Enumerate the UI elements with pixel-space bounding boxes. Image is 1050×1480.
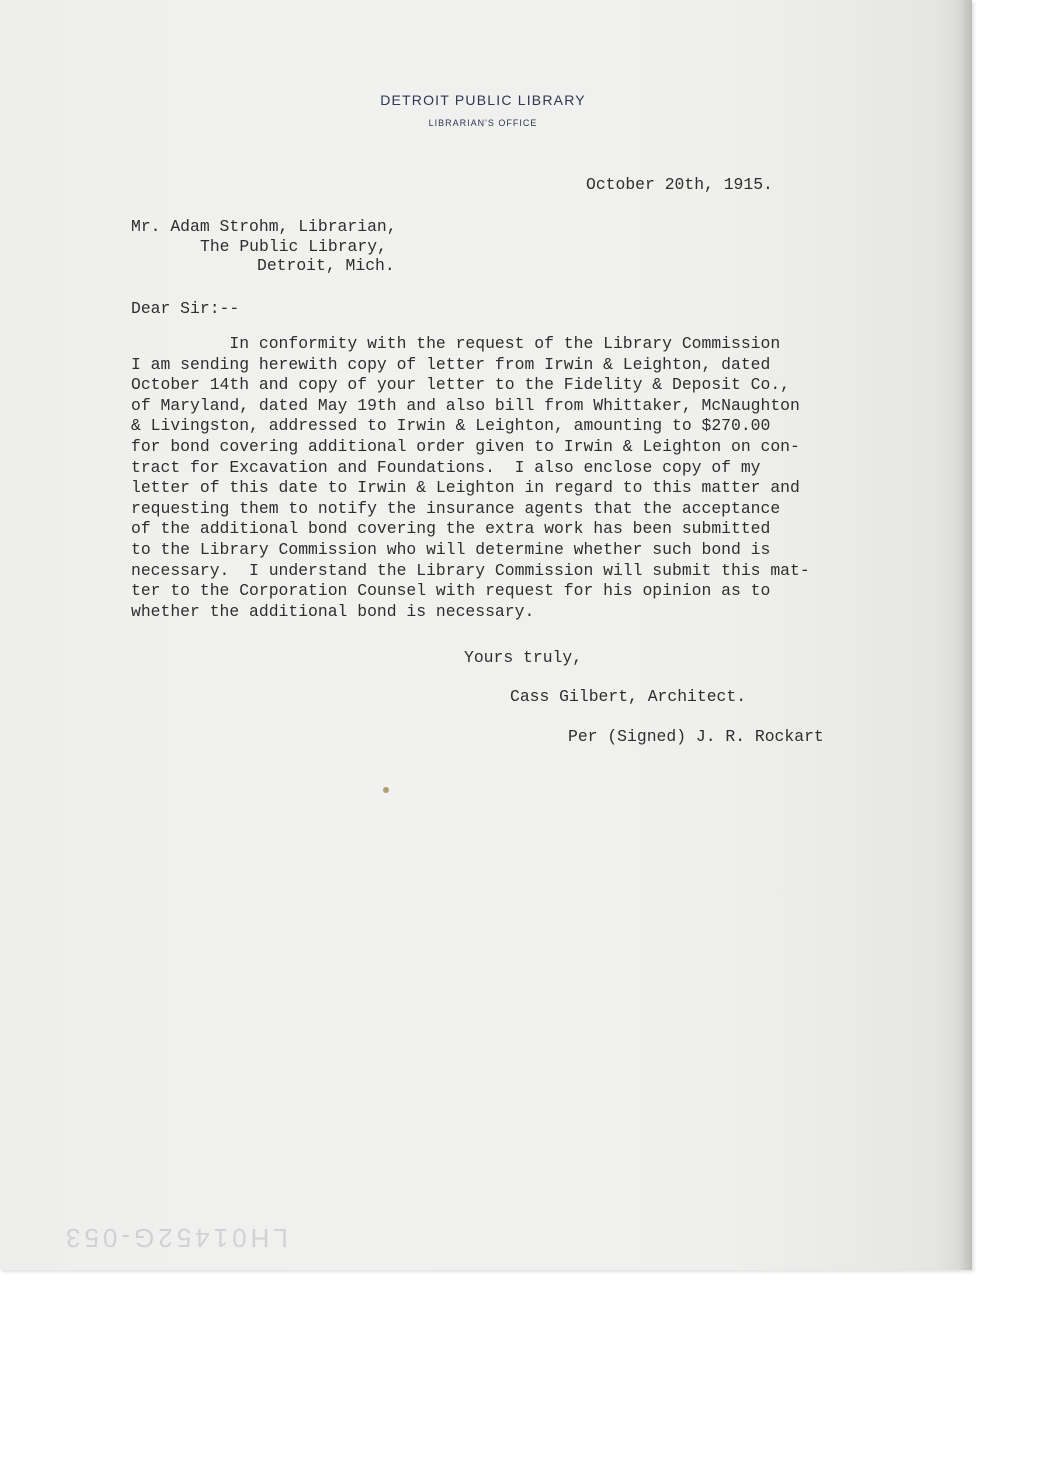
recipient-city-line: Detroit, Mich.: [257, 256, 395, 275]
letterhead-title: DETROIT PUBLIC LIBRARY: [380, 92, 586, 108]
paper-stain: [383, 787, 389, 793]
letterhead-subtitle: LIBRARIAN'S OFFICE: [428, 118, 538, 128]
salutation: Dear Sir:--: [131, 299, 240, 318]
accession-stamp: LH01452G-053: [62, 1223, 288, 1253]
signature-line: Per (Signed) J. R. Rockart: [568, 727, 824, 746]
closing: Yours truly,: [464, 648, 583, 667]
letter-body: In conformity with the request of the Library Commission I am sending herewith copy of letter from Irwin & Leighton, dated October 14th and copy of your letter to the Fidelity & Deposit Co., of Maryland, dated May 19th and also bill from Whittaker, McNaughton & Livingston, addressed to Irwin & Leighton, amounting to $270.00 for bond covering additional order given to Irwin & Leighton on con- tract for Excavation and Foundations. I also enclose copy of my letter of this date to Irwin & Leighton in regard to this matter and requesting them to notify the insurance agents that the acceptance of the additional bond covering the extra work has been submitted to the Library Commission who will determine whether such bond is necessary. I understand the Library Commission will submit this mat- ter to the Corporation Counsel with request for his opinion as to whether the additional bond is necessary.: [131, 334, 810, 621]
paper-edge-shadow: [958, 0, 972, 1270]
recipient-name-line: Mr. Adam Strohm, Librarian,: [131, 217, 397, 236]
signoff: Cass Gilbert, Architect.: [510, 687, 747, 706]
letter-date: October 20th, 1915.: [586, 175, 773, 194]
recipient-institution-line: The Public Library,: [200, 237, 387, 256]
